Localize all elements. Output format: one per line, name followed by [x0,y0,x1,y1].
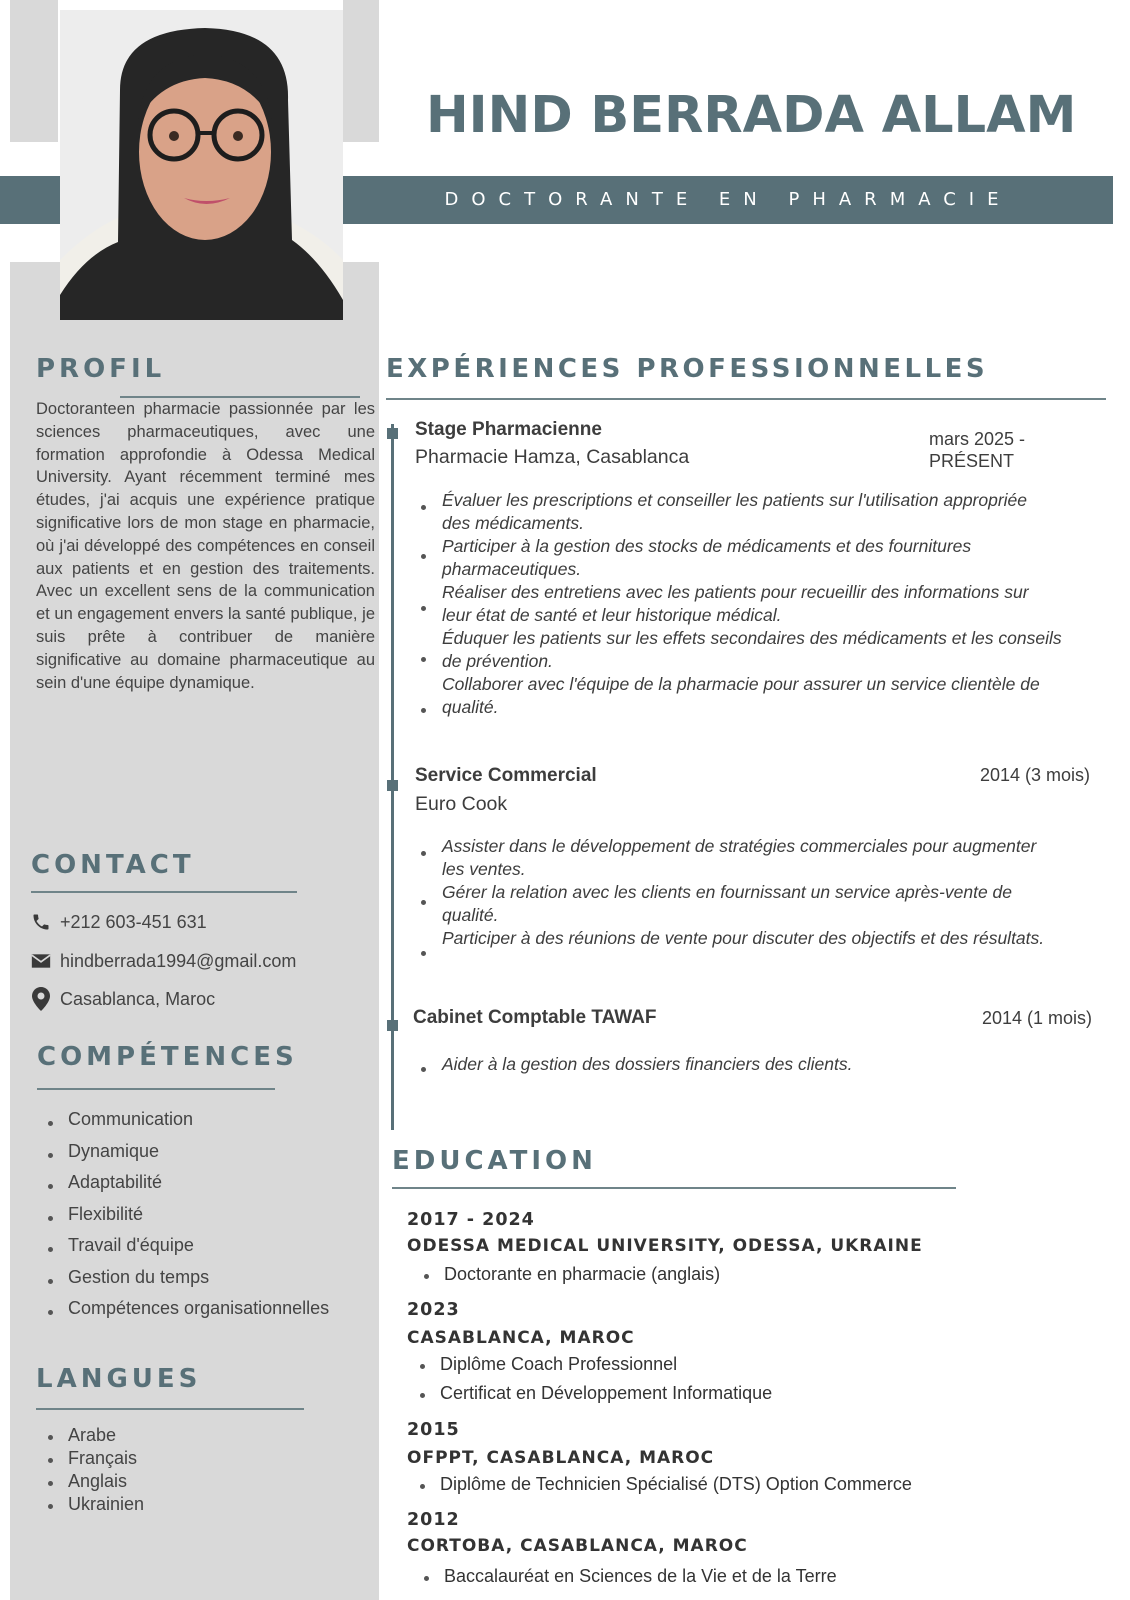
edu-item: Diplôme Coach Professionnel [440,1354,678,1374]
timeline-marker [387,428,398,439]
education-heading: EDUCATION [392,1146,597,1176]
job-company: Pharmacie Hamza, Casablanca [415,446,690,468]
bullet-dot [48,1153,53,1158]
job-title: Service Commercial [415,765,597,786]
job-date: 2014 (3 mois) [980,765,1091,785]
bullet-dot [48,1458,53,1463]
job-date: 2014 (1 mois) [982,1008,1093,1028]
sidebar-top-strip-right [343,0,379,142]
bullet-text: Réaliser des entretiens avec les patients pour recueillir des informations sur [442,582,1029,602]
bullet-dot [420,1393,425,1398]
edu-item: Doctorante en pharmacie (anglais) [444,1264,721,1284]
bullet-dot [48,1435,53,1440]
contact-email [30,950,296,972]
contact-heading: CONTACT [31,850,195,880]
bullet-dot [421,657,426,662]
competences-heading: COMPÉTENCES [37,1042,298,1072]
profil-text: Doctoranteen pharmacie passionnée par les sciences pharmaceutiques, avec une formation approfondie à Odessa Medical University. Ayant récemment terminé mes études, j'ai acquis une expérience pratique significative lors de mon stage en pharmacie, où j'ai développé des compétences en conseil aux patients et en gestion des traitements. Avec un excellent sens de la communication et un engagement envers la santé publique, je suis prête à contribuer de manière significative au domaine pharmaceutique au sein d'une équipe dynamique. [36,400,375,692]
competences-list [68,1104,329,1325]
job-bullets [442,489,1130,719]
bullet-text: pharmaceutiques. [442,559,582,579]
list-item: Arabe [68,1424,144,1447]
edu-school: CASABLANCA, MAROC [407,1328,635,1348]
education-rule [392,1187,956,1189]
list-item: Anglais [68,1470,144,1493]
phone-number[interactable]: +212 603-451 631 [60,911,207,932]
edu-school: OFPPT, CASABLANCA, MAROC [407,1448,715,1468]
edu-years: 2023 [407,1300,460,1320]
bullet-dot [421,951,426,956]
location-pin-icon [30,988,52,1010]
bullet-text: Collaborer avec l'équipe de la pharmacie pour assurer un service clientèle de [442,674,1040,694]
timeline-marker [387,1020,398,1031]
bullet-text: des médicaments. [442,513,585,533]
bullet-dot [424,1576,429,1581]
list-item: Gestion du temps [68,1262,329,1294]
bullet-dot [48,1504,53,1509]
list-item: Ukrainien [68,1493,144,1516]
profil-heading: PROFIL [36,354,166,384]
bullet-dot [421,851,426,856]
list-item: Adaptabilité [68,1167,329,1199]
langues-list [68,1424,144,1516]
bullet-dot [420,1364,425,1369]
email-address[interactable]: hindberrada1994@gmail.com [60,950,297,971]
list-item: Travail d'équipe [68,1230,329,1262]
timeline-marker [387,780,398,791]
job-title: Cabinet Comptable TAWAF [413,1007,657,1028]
bullet-text: Gérer la relation avec les clients en fournissant un service après-vente de [442,882,1013,902]
bullet-dot [48,1279,53,1284]
edu-item: Certificat en Développement Informatique [440,1383,773,1403]
edu-years: 2012 [407,1510,460,1530]
edu-item: Baccalauréat en Sciences de la Vie et de la Terre [444,1566,837,1586]
bullet-text: Participer à la gestion des stocks de médicaments et des fournitures [442,536,972,556]
accent-bar-left [0,176,60,224]
job-bullets [442,835,1130,950]
sidebar-top-strip-left [10,0,58,142]
list-item: Communication [68,1104,329,1136]
bullet-text: les ventes. [442,859,526,879]
list-item: Compétences organisationnelles [68,1293,329,1325]
phone-icon [30,911,52,933]
bullet-dot [421,1067,426,1072]
langues-heading: LANGUES [36,1364,202,1394]
bullet-dot [48,1310,53,1315]
edu-school: ODESSA MEDICAL UNIVERSITY, ODESSA, UKRAINE [407,1236,923,1256]
bullet-text: Aider à la gestion des dossiers financiers des clients. [442,1054,853,1074]
contact-phone [30,911,207,933]
experiences-rule [386,398,1106,400]
contact-location [30,988,215,1010]
edu-school: CORTOBA, CASABLANCA, MAROC [407,1536,748,1556]
bullet-dot [48,1216,53,1221]
bullet-dot [421,505,426,510]
competences-rule [37,1088,275,1090]
bullet-text: qualité. [442,697,499,717]
bullet-dot [48,1184,53,1189]
bullet-text: de prévention. [442,651,553,671]
bullet-dot [48,1121,53,1126]
langues-rule [36,1408,304,1410]
edu-years: 2017 - 2024 [407,1210,535,1230]
bullet-text: Évaluer les prescriptions et conseiller les patients sur l'utilisation appropriée [442,490,1028,510]
bullet-dot [420,1484,425,1489]
job-date: PRÉSENT [929,451,1015,471]
bullet-dot [421,554,426,559]
edu-item: Diplôme de Technicien Spécialisé (DTS) Option Commerce [440,1474,912,1494]
job-subtitle: DOCTORANTE EN PHARMACIE [444,189,1012,210]
profile-photo [60,10,343,320]
job-title: Stage Pharmacienne [415,419,602,440]
job-bullets [442,1053,1130,1076]
job-company: Euro Cook [415,793,508,815]
bullet-dot [424,1274,429,1279]
bullet-dot [421,900,426,905]
location-text: Casablanca, Maroc [60,988,216,1009]
candidate-name: HIND BERRADA ALLAM [426,86,1077,145]
bullet-text: Participer à des réunions de vente pour discuter des objectifs et des résultats. [442,928,1045,948]
bullet-dot [421,606,426,611]
contact-rule [31,891,297,893]
list-item: Dynamique [68,1136,329,1168]
experiences-heading: EXPÉRIENCES PROFESSIONNELLES [386,354,989,384]
bullet-text: qualité. [442,905,499,925]
bullet-dot [421,708,426,713]
list-item: Français [68,1447,144,1470]
bullet-text: leur état de santé et leur historique médical. [442,605,782,625]
bullet-text: Assister dans le développement de stratégies commerciales pour augmenter [442,836,1037,856]
bullet-dot [48,1247,53,1252]
job-date: mars 2025 - [929,429,1026,449]
mail-icon [30,950,52,972]
bullet-text: Éduquer les patients sur les effets secondaires des médicaments et les conseils [442,628,1062,648]
bullet-dot [48,1481,53,1486]
edu-years: 2015 [407,1420,460,1440]
list-item: Flexibilité [68,1199,329,1231]
